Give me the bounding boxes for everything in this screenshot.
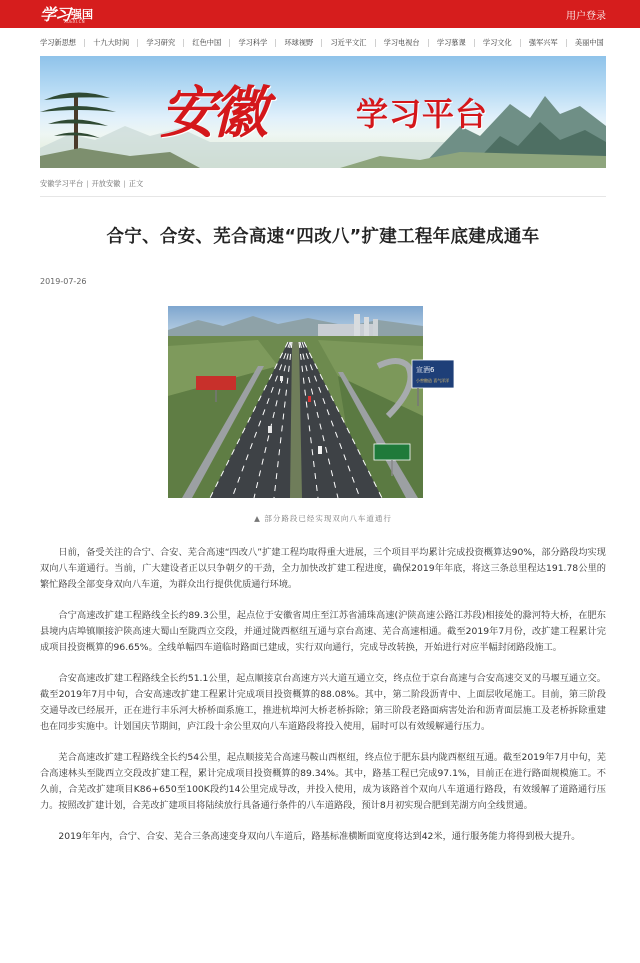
banner-landscape bbox=[40, 56, 606, 168]
article-paragraph: 合安高速改扩建工程路线全长约51.1公里，起点顺接京台高速方兴大道互通立交，终点位于京台高速与合安高速交叉的马堰互通立交。截至2019年7月中旬，合安高速改扩建工程累计完成项目投资概算的88.08%。其中，第二阶段沥青中、上面层收尾施工。目前，第三阶段交通导改已经展开，正在进行丰乐河大桥桥面系施工，推进杭埠河大桥老桥拆除；第三阶段老路面病害处治和沥青面层施工及老桥拆除重建也在同步实施中。计划国庆节期间，庐江段十余公里双向八车道路段将投入使用，届时可以有效缓解通行压力。 bbox=[40, 673, 606, 732]
logo-name: 强国 bbox=[71, 8, 94, 21]
article-paragraph: 2019年年内，合宁、合安、芜合三条高速变身双向八车道后，路基标准横断面宽度将达到42米，通行服务能力将得到极大提升。 bbox=[58, 831, 581, 842]
breadcrumb-separator: | bbox=[86, 179, 89, 188]
divider bbox=[40, 196, 606, 197]
nav-divider bbox=[229, 39, 230, 47]
breadcrumb-item[interactable]: 开放安徽 bbox=[91, 179, 121, 188]
banner-subtitle: 学习平台 bbox=[356, 95, 489, 133]
billboard-subtext: 小窖酿造 喜气洋洋 bbox=[416, 378, 450, 383]
logo-calligraphy: 学习 bbox=[40, 5, 71, 24]
article-paragraph: 日前，备受关注的合宁、合安、芜合高速“四改八”扩建工程均取得重大进展，三个项目平均累计完成投资概算达90%，部分路段均实现双向八车道通行。当前，广大建设者正以只争朝夕的干劲，全力加快改扩建工程进度，确保2019年年底，将这三条总里程达191.78公里的繁忙路段全部变身双向八车道，为群众出行提供优质通行环境。 bbox=[40, 547, 606, 590]
nav-item[interactable]: 十九大时间 bbox=[93, 38, 130, 47]
nav-divider bbox=[321, 39, 322, 47]
nav-divider bbox=[183, 39, 184, 47]
article-date: 2019-07-26 bbox=[40, 277, 87, 286]
site-logo[interactable] bbox=[40, 3, 93, 25]
login-link[interactable]: 用户登录 bbox=[566, 11, 606, 22]
nav-divider bbox=[84, 39, 85, 47]
main-nav bbox=[40, 36, 604, 50]
logo-subtext: XUEXI.CN bbox=[64, 19, 85, 24]
nav-divider bbox=[520, 39, 521, 47]
article-photo bbox=[168, 306, 450, 498]
nav-item[interactable]: 习近平文汇 bbox=[330, 38, 367, 47]
nav-divider bbox=[566, 39, 567, 47]
nav-item[interactable]: 美丽中国 bbox=[574, 38, 604, 47]
billboard-text: 宣酒6 bbox=[416, 366, 435, 374]
nav-item[interactable]: 学习研究 bbox=[146, 38, 176, 47]
top-bar bbox=[0, 0, 640, 28]
article-body bbox=[40, 545, 606, 860]
photo-caption: ▲ 部分路段已经实现双向八车道通行 bbox=[254, 514, 392, 523]
nav-divider bbox=[375, 39, 376, 47]
nav-item[interactable]: 学习新思想 bbox=[40, 38, 76, 47]
nav-item[interactable]: 红色中国 bbox=[192, 38, 222, 47]
nav-item[interactable]: 学习电视台 bbox=[383, 38, 420, 47]
breadcrumb bbox=[40, 179, 143, 189]
nav-item[interactable]: 强军兴军 bbox=[528, 38, 558, 47]
nav-divider bbox=[275, 39, 276, 47]
breadcrumb-item: 正文 bbox=[128, 179, 144, 188]
nav-divider bbox=[428, 39, 429, 47]
breadcrumb-item[interactable]: 安徽学习平台 bbox=[40, 179, 84, 188]
nav-item[interactable]: 环球视野 bbox=[284, 38, 314, 47]
breadcrumb-separator: | bbox=[123, 179, 126, 188]
article-paragraph: 合宁高速改扩建工程路线全长约89.3公里，起点位于安徽省周庄至江苏省浦珠高速(沪陕高速公路江苏段)相接处的滁河特大桥，在肥东县境内店埠镇顺接沪陕高速大蜀山至陇西立交段，并通过陇西枢纽互通与京台高速、芜合高速相通。截至2019年7月份，改扩建工程累计完成项目投资概算的96.65%。全线单幅四车道临时路面已建成，实行双向通行，完成导改转换，开始进行对应半幅封闭路段施工。 bbox=[40, 610, 606, 653]
article-paragraph: 芜合高速改扩建工程路线全长约54公里，起点顺接芜合高速马鞍山西枢纽，终点位于肥东县内陇西枢纽互通。截至2019年7月中旬，芜合高速林头至陇西立交段改扩建工程，累计完成项目投资概算的89.34%。其中，路基工程已完成97.1%，目前正在进行路面规模施工。不久前，合芜改扩建项目K86+650至100K段约14公里完成导改，并投入使用，成为该路首个双向八车道通行路段，有效缓解了道路通行压力。按照改扩建计划，合芜改扩建项目将陆续放行具备通行条件的八车道路段，预计8月初实现合肥到芜湖方向全线贯通。 bbox=[40, 752, 606, 811]
nav-item[interactable]: 学习慕课 bbox=[436, 38, 466, 47]
nav-item[interactable]: 学习科学 bbox=[238, 38, 268, 47]
nav-item[interactable]: 学习文化 bbox=[482, 38, 512, 47]
nav-divider bbox=[137, 39, 138, 47]
article-title: 合宁、合安、芜合高速“四改八”扩建工程年底建成通车 bbox=[106, 227, 540, 247]
page-banner bbox=[40, 56, 606, 168]
banner-title: 安徽 bbox=[160, 80, 264, 146]
highway-aerial-image bbox=[168, 306, 450, 498]
nav-divider bbox=[474, 39, 475, 47]
